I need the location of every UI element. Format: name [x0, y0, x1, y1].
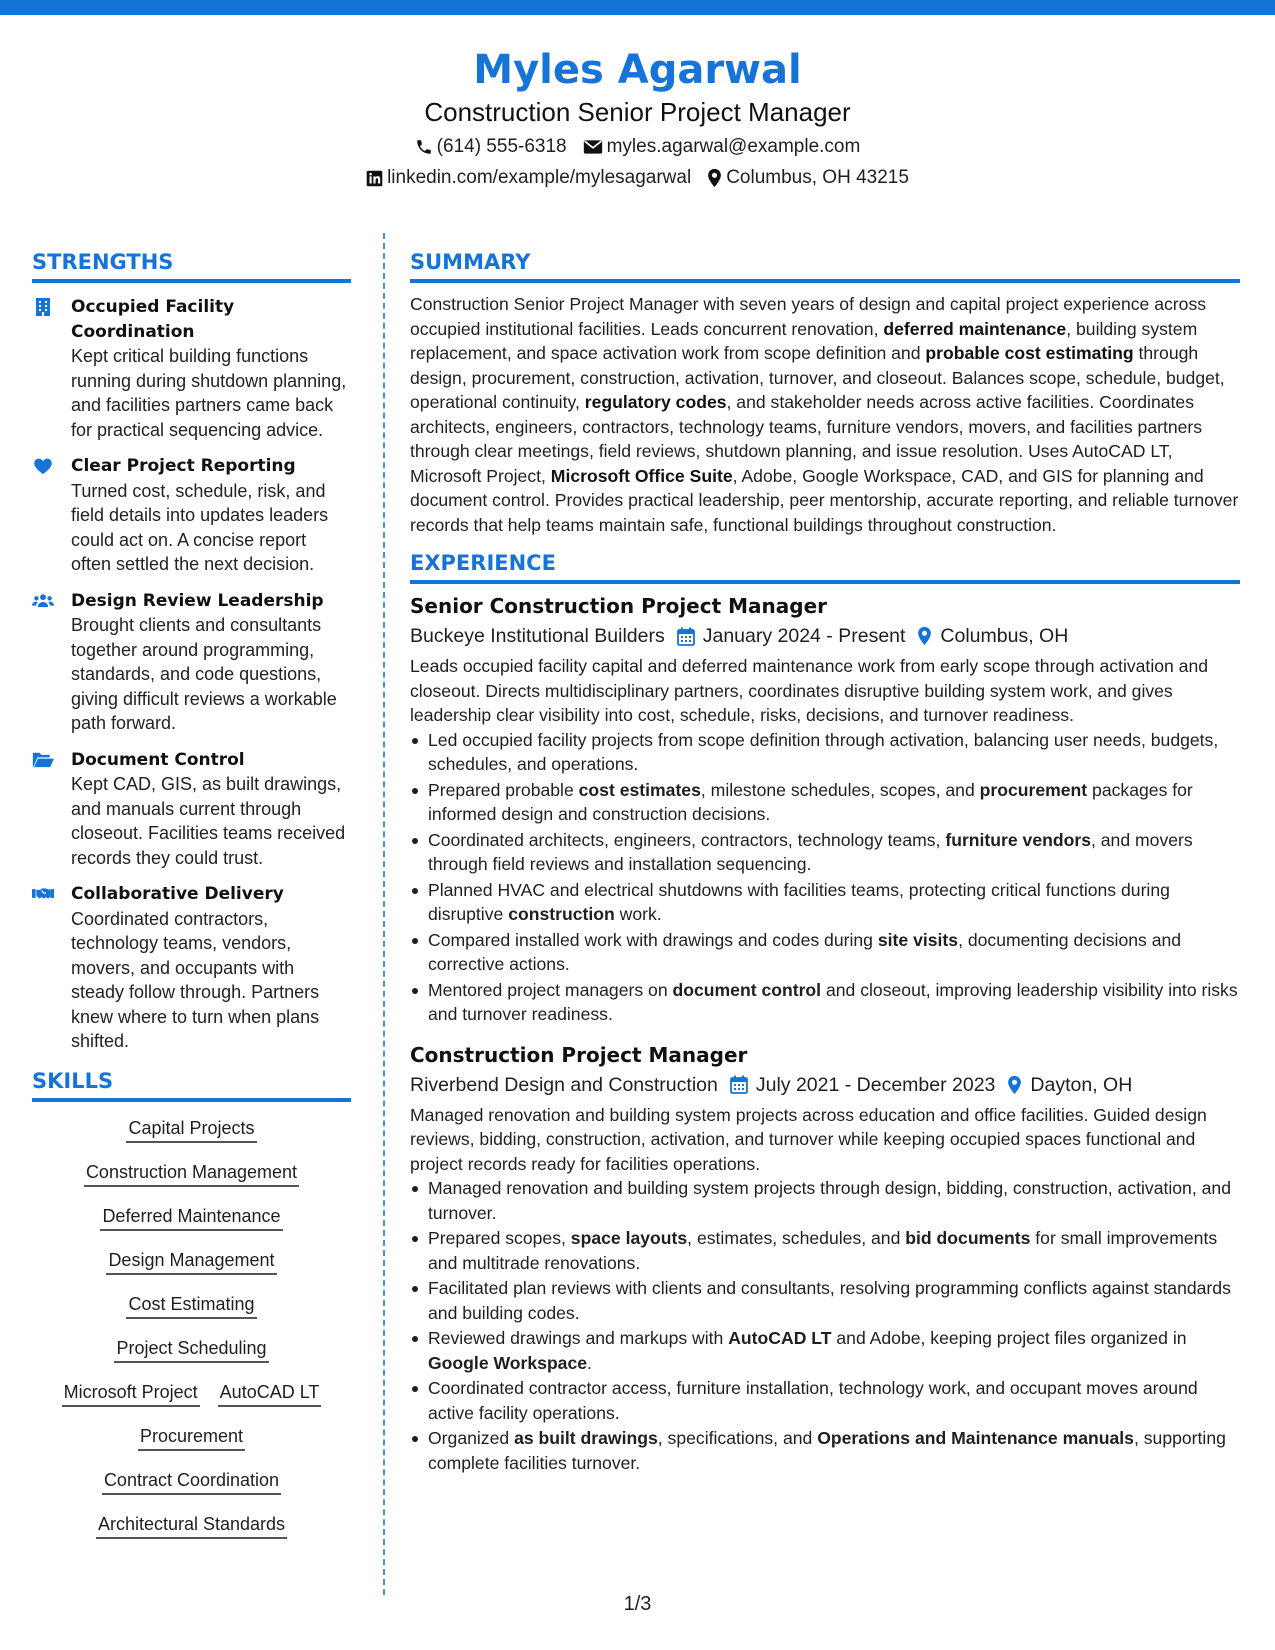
bold-keyword: as built drawings: [514, 1428, 658, 1448]
job-dates-text: July 2021 - December 2023: [755, 1073, 996, 1096]
calendar-icon: [730, 1075, 748, 1094]
location-contact: [707, 167, 909, 189]
envelope-icon: [583, 139, 603, 155]
map-pin-icon: [707, 168, 722, 188]
skill-row: [32, 1512, 351, 1539]
job-bullets: [410, 1176, 1240, 1475]
job-bullet: [410, 728, 1240, 777]
skill-tag: Project Scheduling: [114, 1336, 268, 1363]
job-meta: [410, 1071, 1240, 1099]
strength-description: Brought clients and consultants together around programming, standards, and code questions, giving difficult reviews a workable path forward.: [71, 615, 337, 733]
bold-keyword: regulatory codes: [584, 392, 727, 412]
text-run: work.: [614, 904, 662, 924]
job-bullet: [410, 1276, 1240, 1325]
experience-heading: EXPERIENCE: [410, 548, 1240, 584]
company-name: Buckeye Institutional Builders: [410, 625, 665, 647]
text-run: Managed renovation and building system projects through design, bidding, construction, activation, and turnover.: [428, 1178, 1231, 1223]
job-description: Leads occupied facility capital and deferred maintenance work from early scope through activation and closeout. Directs multidisciplinary partners, coordinates disruptive building system work, and gives leadership clear visibility into cost, schedule, risks, decisions, and turnover readiness.: [410, 656, 1209, 725]
job-dates: [730, 1071, 996, 1099]
skill-row: [32, 1468, 351, 1495]
users-icon: [32, 592, 54, 610]
skill-row: [32, 1292, 351, 1319]
bold-keyword: site visits: [877, 929, 959, 950]
bold-keyword: AutoCAD LT: [728, 1328, 832, 1348]
text-run: Prepared probable: [428, 779, 579, 800]
strength-item: [32, 589, 351, 736]
text-run: , estimates, schedules, and: [687, 1228, 906, 1248]
strength-description: Kept CAD, GIS, as built drawings, and manuals current through closeout. Facilities teams received records they could trust.: [71, 774, 346, 868]
skill-tag: Microsoft Project: [62, 1380, 200, 1407]
folder-open-icon: [32, 751, 54, 769]
bold-keyword: deferred maintenance: [883, 318, 1067, 339]
skill-tag: Design Management: [106, 1248, 276, 1275]
job-bullet: [410, 828, 1240, 877]
strength-description: Turned cost, schedule, risk, and field details into updates leaders could act on. A concise report often settled the next decision.: [71, 480, 329, 574]
email-contact[interactable]: [583, 136, 861, 158]
strength-title: Clear Project Reporting: [71, 456, 296, 476]
skill-row: [32, 1248, 351, 1275]
strength-description: Coordinated contractors, technology teams, vendors, movers, and occupants with steady follow through. Partners knew where to turn when plans shifted.: [71, 908, 320, 1051]
bold-keyword: Microsoft Office Suite: [550, 465, 733, 486]
skill-row: [32, 1116, 351, 1143]
skill-row: [32, 1380, 351, 1407]
strength-title: Collaborative Delivery: [71, 884, 284, 904]
job-bullet: [410, 778, 1240, 827]
job-bullet: [410, 878, 1240, 927]
skill-tag: AutoCAD LT: [218, 1380, 322, 1407]
text-run: and closeout, improving leadership visibility into risks and turnover readiness.: [428, 979, 1238, 1024]
job-title: Construction Project Manager: [410, 1042, 748, 1067]
text-run: for small improvements and multitrade renovations.: [428, 1228, 1218, 1273]
summary-heading: SUMMARY: [410, 247, 1240, 283]
skills-list: [32, 1116, 351, 1539]
text-run: Compared installed work with drawings and codes during: [428, 929, 878, 950]
strengths-list: [32, 295, 351, 1054]
skill-row: [32, 1160, 351, 1187]
job-title: Senior Construction Project Manager: [410, 594, 828, 618]
strength-item: [32, 295, 351, 442]
bold-keyword: Google Workspace: [428, 1352, 588, 1373]
text-run: , Adobe, Google Workspace, CAD, and GIS for planning and document control. Provides practical leadership, peer mentorship, accurate reporting, and reliable turnover records that help teams maintain safe, functional buildings throughout construction.: [410, 465, 1239, 535]
job-meta: [410, 622, 1240, 650]
job-location: [1007, 1071, 1132, 1099]
text-run: Prepared scopes,: [428, 1228, 571, 1248]
bold-keyword: cost estimates: [578, 779, 701, 800]
text-run: , specifications, and: [657, 1428, 818, 1448]
linkedin-contact[interactable]: [366, 167, 691, 189]
text-run: , supporting complete facilities turnover.: [428, 1428, 1226, 1473]
strength-title: Design Review Leadership: [71, 590, 324, 611]
strength-description: Kept critical building functions running during shutdown planning, and facilities partners came back for practical sequencing advice.: [71, 346, 347, 440]
strength-item: [32, 454, 351, 577]
job-bullets: [410, 728, 1240, 1027]
email-text[interactable]: myles.agarwal@example.com: [606, 136, 861, 157]
linkedin-icon: [366, 170, 383, 187]
text-run: Coordinated architects, engineers, contractors, technology teams,: [428, 829, 946, 850]
job-location-text: Dayton, OH: [1030, 1073, 1133, 1096]
job-bullet: [410, 928, 1240, 977]
top-accent-bar: [0, 0, 1275, 15]
text-run: Led occupied facility projects from scope definition through activation, balancing user needs, budgets, schedules, and operations.: [428, 729, 1219, 774]
candidate-title: Construction Senior Project Manager: [424, 97, 851, 127]
skill-tag: Cost Estimating: [126, 1292, 256, 1319]
job-location-text: Columbus, OH: [940, 625, 1069, 647]
strength-title: Occupied Facility Coordination: [71, 297, 235, 342]
text-run: Mentored project managers on: [428, 979, 673, 1000]
bold-keyword: document control: [672, 979, 822, 1000]
job-location: [917, 622, 1068, 650]
bold-keyword: procurement: [979, 779, 1088, 800]
text-run: packages for informed design and construction decisions.: [428, 779, 1193, 824]
text-run: , milestone schedules, scopes, and: [700, 779, 980, 800]
bold-keyword: space layouts: [570, 1228, 688, 1248]
page-number: 1/3: [623, 1593, 652, 1615]
building-icon: [32, 298, 54, 316]
text-run: through design, procurement, construction, activation, turnover, and closeout. Balances scope, schedule, budget, operational continuity,: [410, 343, 1225, 412]
skill-tag: Procurement: [138, 1424, 245, 1451]
phone-icon: [415, 138, 433, 156]
heart-icon: [32, 457, 54, 475]
handshake-icon: [32, 885, 54, 903]
map-pin-icon: [917, 626, 932, 646]
job-bullet: [410, 1376, 1240, 1425]
candidate-name: Myles Agarwal: [473, 47, 802, 93]
job-bullet: [410, 1426, 1240, 1475]
location-text: Columbus, OH 43215: [726, 167, 909, 188]
experience-list: [410, 592, 1240, 1475]
skill-row: [32, 1336, 351, 1363]
strength-item: [32, 882, 351, 1054]
bold-keyword: furniture vendors: [945, 829, 1091, 850]
skill-tag: Contract Coordination: [102, 1468, 281, 1495]
skill-tag: Architectural Standards: [96, 1512, 287, 1539]
right-column: [410, 247, 1240, 1476]
summary-text: [410, 292, 1240, 537]
column-divider: [383, 233, 385, 1595]
text-run: , and movers through field reviews and installation sequencing.: [428, 829, 1193, 874]
text-run: Coordinated contractor access, furniture installation, technology work, and occupant moves around active facility operations.: [428, 1378, 1198, 1423]
job-bullet: [410, 1226, 1240, 1275]
job-bullet: [410, 1176, 1240, 1225]
job-bullet: [410, 978, 1240, 1027]
job-description: Managed renovation and building system projects across education and office facilities. Guided design reviews, bidding, construction, activation, and turnover while keeping occupied spaces functional and project records ready for facilities operations.: [410, 1104, 1207, 1174]
job-dates: [677, 622, 906, 650]
skill-row: [32, 1204, 351, 1231]
phone-text: (614) 555-6318: [436, 136, 567, 157]
skill-row: [32, 1424, 351, 1451]
job-bullet: [410, 1326, 1240, 1375]
text-run: .: [587, 1352, 592, 1373]
skill-tag: Deferred Maintenance: [100, 1204, 282, 1231]
text-run: Planned HVAC and electrical shutdowns with facilities teams, protecting critical functions during disruptive: [428, 879, 1170, 924]
company-name: Riverbend Design and Construction: [410, 1073, 718, 1096]
text-run: Construction Senior Project Manager with seven years of design and capital project experience across occupied institutional facilities. Leads concurrent renovation,: [410, 294, 1207, 339]
left-column: [32, 247, 351, 1556]
strengths-heading: STRENGTHS: [32, 247, 351, 283]
skill-tag: Construction Management: [84, 1160, 299, 1187]
bold-keyword: probable cost estimating: [925, 343, 1134, 363]
bold-keyword: construction: [508, 904, 615, 924]
bold-keyword: Operations and Maintenance manuals: [817, 1428, 1134, 1448]
map-pin-icon: [1007, 1075, 1022, 1095]
resume-header: [0, 42, 1275, 189]
calendar-icon: [677, 627, 695, 646]
text-run: Facilitated plan reviews with clients and consultants, resolving programming conflicts against standards and building codes.: [428, 1278, 1231, 1323]
text-run: , building system replacement, and space activation work from scope definition and: [410, 318, 1198, 363]
job-dates-text: January 2024 - Present: [702, 625, 906, 647]
strength-item: [32, 748, 351, 871]
skills-heading: SKILLS: [32, 1066, 351, 1102]
text-run: Reviewed drawings and markups with: [428, 1328, 729, 1348]
text-run: , documenting decisions and corrective actions.: [428, 929, 1182, 974]
text-run: and Adobe, keeping project files organized in: [831, 1328, 1187, 1348]
phone-contact: [415, 136, 567, 158]
skill-tag: Capital Projects: [126, 1116, 256, 1143]
linkedin-text[interactable]: linkedin.com/example/mylesagarwal: [387, 167, 692, 188]
text-run: , and stakeholder needs across active facilities. Coordinates architects, engineers, contractors, technology teams, furniture vendors, movers, and facilities partners through clear meetings, field reviews, shutdown planning, and issue resolution. Uses AutoCAD LT, Microsoft Project,: [410, 392, 1203, 486]
job-entry: [410, 1041, 1240, 1476]
bold-keyword: bid documents: [905, 1228, 1031, 1248]
text-run: Organized: [428, 1428, 515, 1448]
strength-title: Document Control: [71, 749, 245, 770]
job-entry: [410, 592, 1240, 1027]
